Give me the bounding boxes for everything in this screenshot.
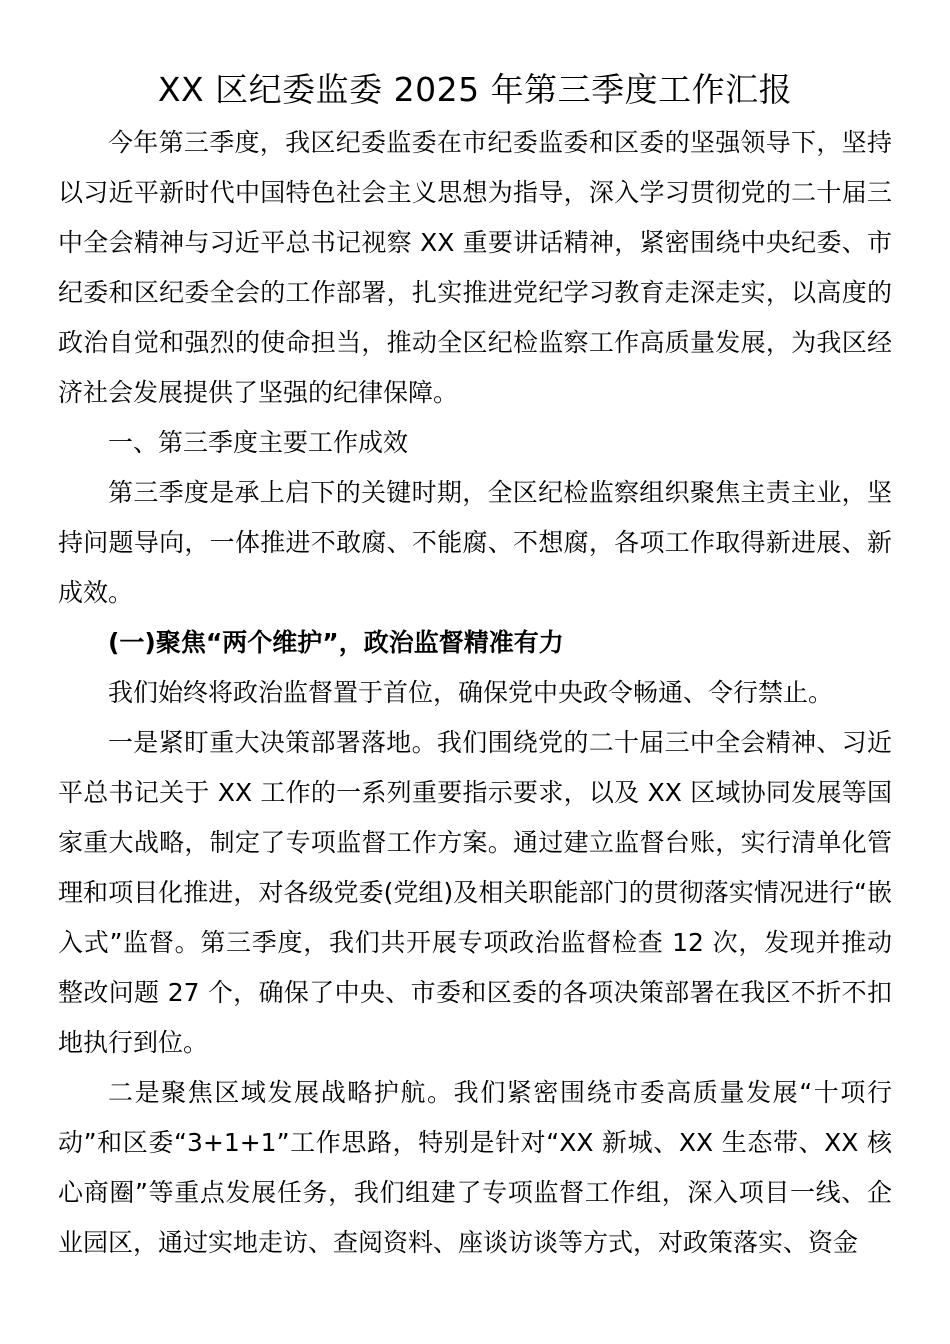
document-title: XX 区纪委监委 2025 年第三季度工作汇报 [157,70,793,109]
point-1-paragraph: 一是紧盯重大决策部署落地。我们围绕党的二十届三中全会精神、习近平总书记关于 XX 工作的一系列重要指示要求，以及 XX 区域协同发展等国家重大战略，制定了专项监督工作方案。通过建立监督台账，实行清单化管理和项目化推进，对各级党委(党组)及相关职能部门的贯彻落实情况进行“嵌入式”监督。第三季度，我们共开展专项政治监督检查 12 次，发现并推动整改问题 27 个，确保了中央、市委和区委的各项决策部署在我区不折不扣地执行到位。 [58,728,892,1057]
point-2-paragraph: 二是聚焦区域发展战略护航。我们紧密围绕市委高质量发展“十项行动”和区委“3+1+1”工作思路，特别是针对“XX 新城、XX 生态带、XX 核心商圈”等重点发展任务，我们组建了专项监督工作组，深入项目一线、企业园区，通过实地走访、查阅资料、座谈访谈等方式，对政策落实、资金 [58,1078,892,1257]
subsection-1-intro-paragraph: 我们始终将政治监督置于首位，确保党中央政令畅通、令行禁止。 [108,678,834,707]
intro-paragraph: 今年第三季度，我区纪委监委在市纪委监委和区委的坚强领导下，坚持以习近平新时代中国特色社会主义思想为指导，深入学习贯彻党的二十届三中全会精神与习近平总书记视察 XX 重要讲话精神，紧密围绕中央纪委、市纪委和区纪委全会的工作部署，扎实推进党纪学习教育走深走实，以高度的政治自觉和强烈的使命担当，推动全区纪检监察工作高质量发展，为我区经济社会发展提供了坚强的纪律保障。 [58,128,892,407]
section-heading-1: 一、第三季度主要工作成效 [108,428,409,457]
subsection-heading-1: (一)聚焦“两个维护”，政治监督精准有力 [108,628,564,657]
section-1-intro-paragraph: 第三季度是承上启下的关键时期，全区纪检监察组织聚焦主责主业，坚持问题导向，一体推进不敢腐、不能腐、不想腐，各项工作取得新进展、新成效。 [58,478,892,607]
